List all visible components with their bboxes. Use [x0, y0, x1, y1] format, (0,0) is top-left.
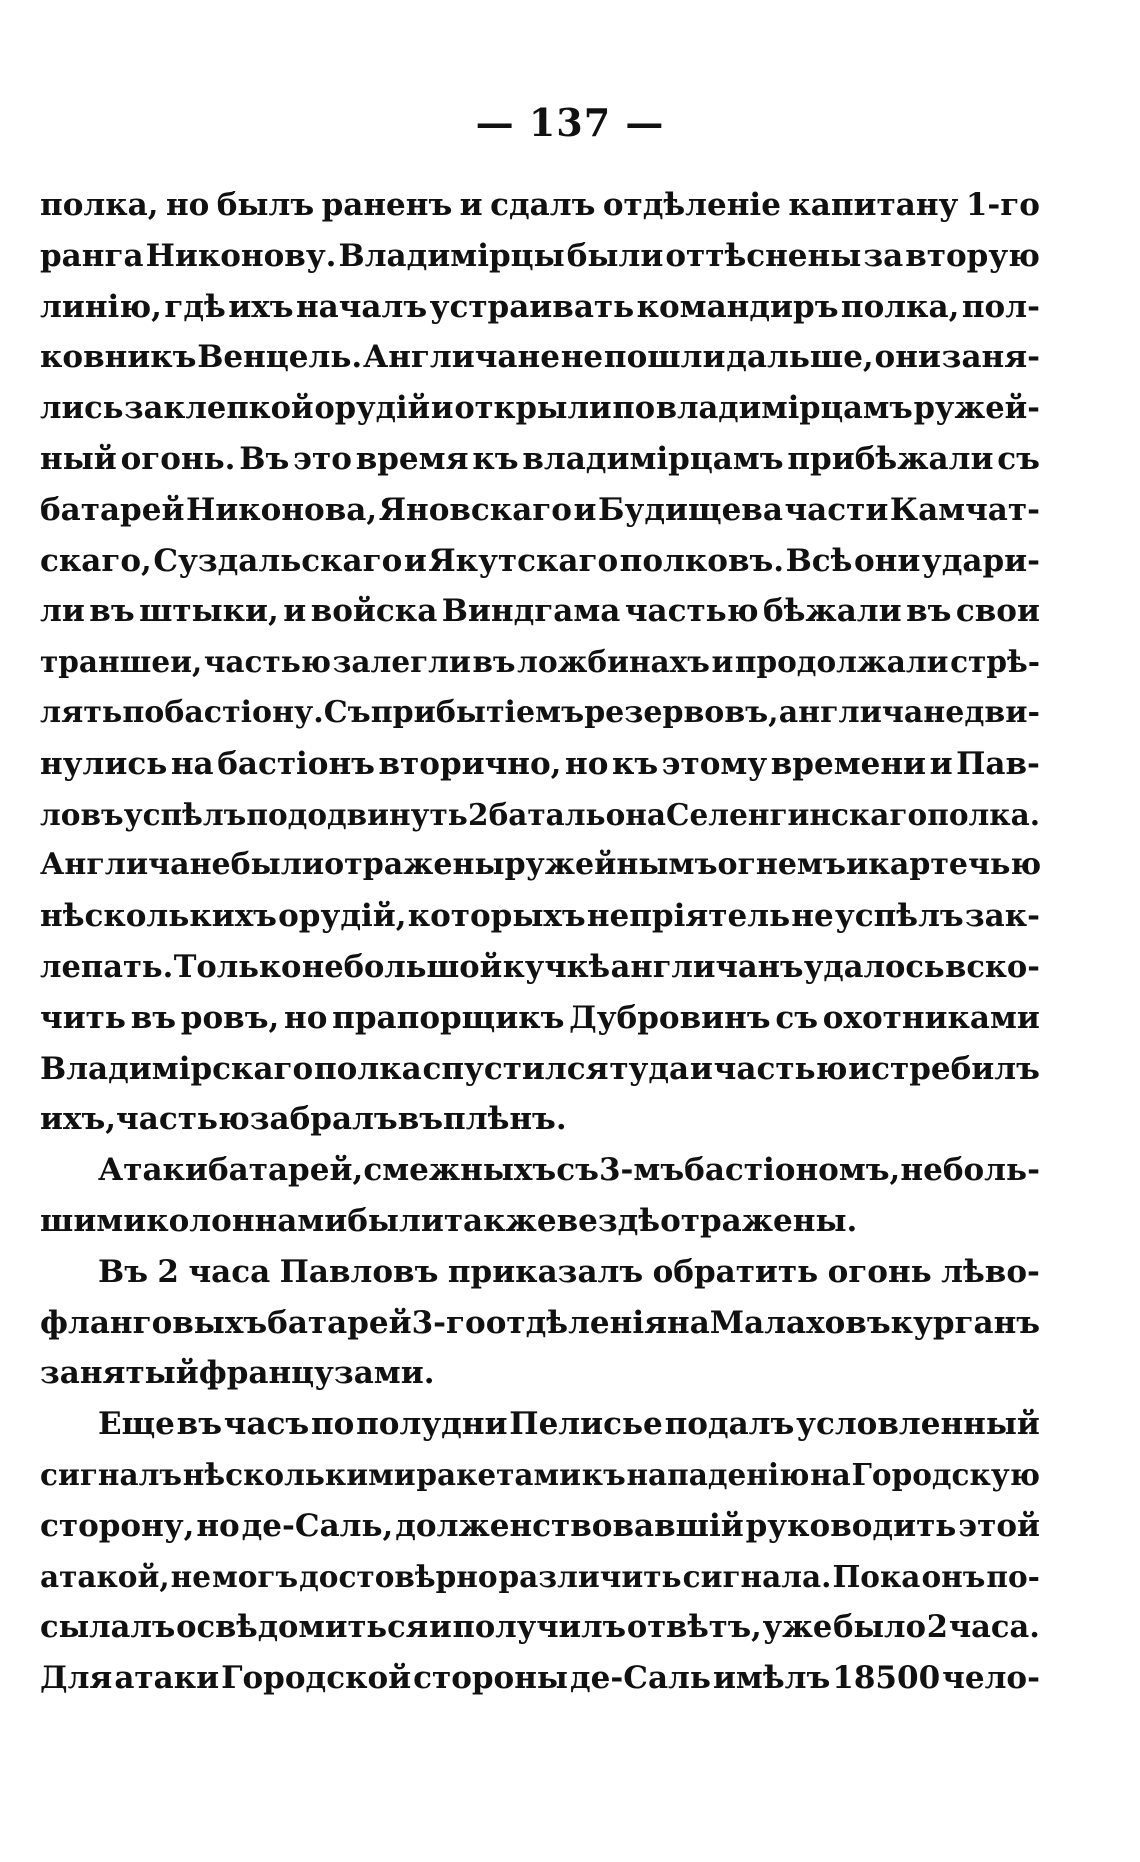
word: спустился — [422, 1050, 609, 1087]
word: де-Саль — [570, 1660, 711, 1697]
word: 1-го — [965, 187, 1040, 223]
text-line — [40, 993, 1040, 1044]
word: неболь- — [900, 1152, 1040, 1189]
word: стрѣ- — [950, 644, 1040, 680]
word: Всѣ — [785, 542, 853, 579]
word: частью — [203, 644, 332, 680]
text-line — [40, 485, 1040, 536]
word: атаки — [114, 1660, 220, 1697]
word: могъ — [212, 1558, 299, 1594]
word: началъ — [295, 288, 428, 325]
word: Владимірцы — [338, 237, 565, 274]
word: Будищева — [598, 491, 783, 528]
word: линію, — [40, 288, 162, 325]
word: батальона — [488, 796, 666, 832]
text-line — [40, 891, 1040, 942]
word: нѣсколькими — [182, 1456, 416, 1492]
word: ихъ — [228, 288, 294, 325]
word: это — [293, 440, 352, 477]
word: различить — [498, 1558, 682, 1594]
word: пододвинуть — [246, 796, 468, 832]
text-line — [40, 1196, 1040, 1247]
word: Пока — [832, 1558, 921, 1594]
word: дви- — [964, 694, 1040, 730]
word: полка, — [40, 187, 159, 223]
word: вторично, — [378, 745, 562, 782]
word: съ — [775, 999, 819, 1036]
word: Въ — [239, 440, 290, 477]
text-line — [40, 1399, 1040, 1450]
word: Съ — [323, 694, 371, 730]
word: Пав- — [956, 745, 1040, 782]
word: колоннами — [146, 1202, 348, 1239]
word: батарей, — [208, 1152, 364, 1189]
word: 2 — [157, 1253, 179, 1290]
word: батарей — [40, 491, 185, 528]
word: дальше, — [726, 339, 874, 376]
word: штыки, — [139, 593, 279, 630]
word: обратить — [652, 1253, 819, 1290]
word: полковъ. — [619, 542, 785, 579]
word: и — [283, 593, 307, 630]
word: но — [165, 187, 210, 223]
word: Еще — [98, 1406, 175, 1443]
word: времени — [770, 745, 927, 782]
word: удалось — [803, 948, 945, 985]
word: были — [347, 1202, 444, 1239]
word: и — [429, 1609, 452, 1646]
word: резервовъ, — [584, 694, 779, 730]
word: частью — [624, 593, 759, 630]
word: и — [689, 1050, 713, 1087]
word: Якутскаго — [428, 542, 619, 579]
word: частью — [713, 1050, 848, 1087]
word: руководить — [745, 1507, 957, 1544]
text-line — [40, 739, 1040, 790]
word: заклепкой — [124, 390, 314, 427]
word: кучкѣ — [502, 948, 611, 985]
word: частью — [116, 1101, 250, 1138]
text-line — [40, 1653, 1040, 1704]
word: съ — [556, 1152, 599, 1189]
word: получилъ — [452, 1609, 627, 1646]
word: бѣжали — [762, 593, 902, 630]
word: нулись — [40, 745, 168, 782]
word: устраивать — [429, 288, 635, 325]
word: полка, — [840, 288, 960, 325]
word: по — [612, 390, 656, 427]
text-line — [40, 1552, 1040, 1603]
text-line — [40, 1145, 1040, 1196]
word: раненъ — [321, 187, 453, 223]
word: свои — [955, 593, 1040, 630]
word: за — [863, 237, 904, 274]
word: Никонова, — [186, 491, 378, 528]
word: Владимірскаго — [40, 1050, 314, 1087]
word: вездѣ — [556, 1202, 661, 1239]
word: лись — [40, 390, 124, 427]
word: Атаки — [98, 1152, 208, 1189]
word: было — [833, 1609, 926, 1646]
word: отдѣленіе — [602, 187, 781, 223]
word: бастіономъ, — [684, 1152, 901, 1189]
word: оттѣснены — [665, 237, 862, 274]
word: отражены — [324, 847, 505, 883]
word: ный — [40, 440, 117, 477]
word: онъ — [921, 1558, 986, 1594]
text-line — [40, 840, 1040, 891]
word: Яновскаго — [378, 491, 572, 528]
word: время — [355, 440, 469, 477]
word: сигналъ — [40, 1456, 183, 1492]
word: войска — [310, 593, 438, 630]
word: чело- — [942, 1660, 1040, 1697]
word: плѣнъ. — [443, 1101, 567, 1138]
word: охотниками — [822, 999, 1040, 1036]
word: были — [566, 237, 664, 274]
text-line — [40, 1094, 1040, 1145]
word: достовѣрно — [299, 1558, 498, 1594]
word: картечью — [868, 847, 1042, 883]
word: этому — [661, 745, 768, 782]
word: Для — [40, 1660, 113, 1697]
word: зак- — [964, 898, 1040, 935]
word: подалъ — [664, 1406, 795, 1443]
word: они — [853, 542, 921, 579]
word: по — [310, 1406, 355, 1443]
word: ружейнымъ — [504, 847, 718, 883]
word: также — [443, 1202, 557, 1239]
word: и — [711, 644, 734, 680]
text-line — [40, 434, 1040, 485]
text-line — [40, 231, 1040, 282]
word: не — [170, 1558, 212, 1594]
word: ранга — [40, 237, 144, 274]
word: Только — [173, 948, 302, 985]
word: отражены. — [660, 1202, 858, 1239]
word: и — [430, 390, 454, 427]
word: часа. — [948, 1609, 1040, 1646]
word: Англичане — [362, 339, 560, 376]
word: ракетами — [416, 1456, 582, 1492]
word: отдѣленія — [485, 1304, 668, 1341]
word: бастіонъ — [217, 745, 375, 782]
word: владимірцамъ — [655, 390, 913, 427]
word: ружей- — [913, 390, 1040, 427]
word: сигнала. — [682, 1558, 832, 1594]
text-line — [40, 1450, 1040, 1501]
word: успѣлъ — [123, 796, 247, 832]
word: долженствовавшій — [395, 1507, 744, 1544]
word: 3-мъ — [598, 1152, 685, 1189]
word: но — [284, 999, 328, 1036]
word: Городской — [221, 1660, 412, 1697]
body-text — [40, 180, 1040, 1704]
word: былъ — [216, 187, 315, 223]
word: непріятель — [586, 898, 791, 935]
text-line — [40, 1501, 1040, 1552]
word: открыли — [454, 390, 612, 427]
page-number: — 137 — — [475, 100, 665, 145]
word: съ — [997, 440, 1040, 477]
word: французами. — [198, 1355, 435, 1392]
word: Суздальскаго — [153, 542, 403, 579]
word: не — [791, 898, 834, 935]
word: залегли — [332, 644, 471, 680]
word: Англичане — [40, 847, 231, 883]
word: въ — [89, 593, 135, 630]
word: не — [560, 339, 604, 376]
word: 2 — [926, 1609, 948, 1646]
word: траншеи, — [40, 644, 203, 680]
word: удари- — [921, 542, 1040, 579]
word: шими — [40, 1202, 147, 1239]
text-line — [40, 1348, 1040, 1399]
word: сторону, — [40, 1507, 195, 1544]
text-line — [40, 688, 1040, 739]
word: Пелисье — [509, 1406, 663, 1443]
word: орудій, — [278, 898, 407, 935]
word: курганъ — [890, 1304, 1041, 1341]
word: нападенію — [626, 1456, 810, 1492]
word: имѣлъ — [712, 1660, 831, 1697]
word: полка — [313, 1050, 422, 1087]
word: отвѣтъ, — [626, 1609, 762, 1646]
word: смежныхъ — [363, 1152, 557, 1189]
word: ложбинахъ — [517, 644, 710, 680]
word: ли — [40, 593, 85, 630]
word: Въ — [98, 1253, 148, 1290]
word: небольшой — [301, 948, 503, 985]
word: заня- — [941, 339, 1040, 376]
word: батарей — [267, 1304, 412, 1341]
word: стороны — [413, 1660, 569, 1697]
word: вско- — [945, 948, 1040, 985]
word: де-Саль, — [241, 1507, 394, 1544]
word: фланговыхъ — [40, 1304, 268, 1341]
word: прибытіемъ — [370, 694, 585, 730]
text-line — [40, 1298, 1040, 1349]
word: орудій — [314, 390, 431, 427]
word: ковникъ — [40, 339, 197, 376]
word: лѣво- — [941, 1253, 1040, 1290]
word: успѣлъ — [834, 898, 964, 935]
word: полудни — [356, 1406, 508, 1443]
word: по- — [986, 1558, 1040, 1594]
word: лепать. — [40, 948, 174, 985]
word: прибѣжали — [787, 440, 994, 477]
text-line — [40, 1247, 1040, 1298]
word: и — [403, 542, 427, 579]
word: которыхъ — [407, 898, 586, 935]
word: Венцель. — [197, 339, 363, 376]
word: на — [810, 1456, 851, 1492]
word: пошли — [603, 339, 726, 376]
word: Малаховъ — [709, 1304, 891, 1341]
word: прапорщикъ — [332, 999, 565, 1036]
word: на — [667, 1304, 710, 1341]
word: истребилъ — [848, 1050, 1040, 1087]
word: и — [573, 491, 597, 528]
word: Павловъ — [279, 1253, 439, 1290]
word: англичанъ — [610, 948, 804, 985]
word: уже — [762, 1609, 833, 1646]
text-line — [40, 536, 1040, 587]
word: огонь. — [120, 440, 236, 477]
word: и — [929, 745, 953, 782]
word: на — [170, 745, 214, 782]
word: этой — [958, 1507, 1040, 1544]
word: къ — [581, 1456, 626, 1492]
word: часа — [188, 1253, 271, 1290]
word: ихъ, — [40, 1101, 117, 1138]
word: но — [565, 745, 609, 782]
word: забралъ — [249, 1101, 398, 1138]
word: ровъ, — [180, 999, 280, 1036]
word: 2 — [467, 796, 489, 832]
word: нѣсколькихъ — [40, 898, 277, 935]
word: ловъ — [40, 796, 124, 832]
word: въ — [397, 1101, 444, 1138]
word: въ — [472, 644, 516, 680]
word: къ — [472, 440, 519, 477]
word: но — [196, 1507, 240, 1544]
word: Никонову. — [145, 237, 337, 274]
word: владимірцамъ — [522, 440, 784, 477]
text-line — [40, 1044, 1040, 1095]
word: огнемъ — [717, 847, 846, 883]
word: приказалъ — [447, 1253, 644, 1290]
word: 18500 — [832, 1660, 941, 1697]
text-line — [40, 790, 1040, 841]
text-line — [40, 332, 1040, 383]
word: и — [459, 187, 483, 223]
word: капитану — [788, 187, 959, 223]
text-line — [40, 180, 1040, 231]
word: были — [230, 847, 325, 883]
text-line — [40, 282, 1040, 333]
text-line — [40, 383, 1040, 434]
word: пол- — [961, 288, 1040, 325]
word: по — [122, 694, 165, 730]
word: въ — [130, 999, 177, 1036]
word: атакой, — [40, 1558, 170, 1594]
word: въ — [906, 593, 952, 630]
text-line — [40, 637, 1040, 688]
word: сылалъ — [40, 1609, 176, 1646]
word: сдалъ — [490, 187, 596, 223]
word: части — [784, 491, 889, 528]
word: они — [874, 339, 941, 376]
word: Виндгама — [441, 593, 621, 630]
word: Камчат- — [889, 491, 1040, 528]
word: гдѣ — [164, 288, 226, 325]
word: и — [846, 847, 869, 883]
word: лять — [40, 694, 123, 730]
text-line — [40, 586, 1040, 637]
word: туда — [609, 1050, 690, 1087]
word: огонь — [827, 1253, 932, 1290]
word: бастіону. — [164, 694, 324, 730]
word: Селенгинскаго — [666, 796, 928, 832]
word: чить — [40, 999, 126, 1036]
word: полка. — [927, 796, 1040, 832]
word: командиръ — [636, 288, 839, 325]
word: вторую — [905, 237, 1040, 274]
word: Дубровинъ — [569, 999, 771, 1036]
word: часъ — [223, 1406, 310, 1443]
word: условленный — [796, 1406, 1040, 1443]
word: освѣдомиться — [176, 1609, 429, 1646]
word: Городскую — [851, 1456, 1040, 1492]
word: скаго, — [40, 542, 152, 579]
word: англичане — [778, 694, 965, 730]
text-line — [40, 942, 1040, 993]
word: 3-го — [411, 1304, 486, 1341]
word: продолжали — [734, 644, 949, 680]
text-line — [40, 1602, 1040, 1653]
word: въ — [176, 1406, 222, 1443]
word: занятый — [40, 1355, 199, 1392]
word: къ — [611, 745, 659, 782]
